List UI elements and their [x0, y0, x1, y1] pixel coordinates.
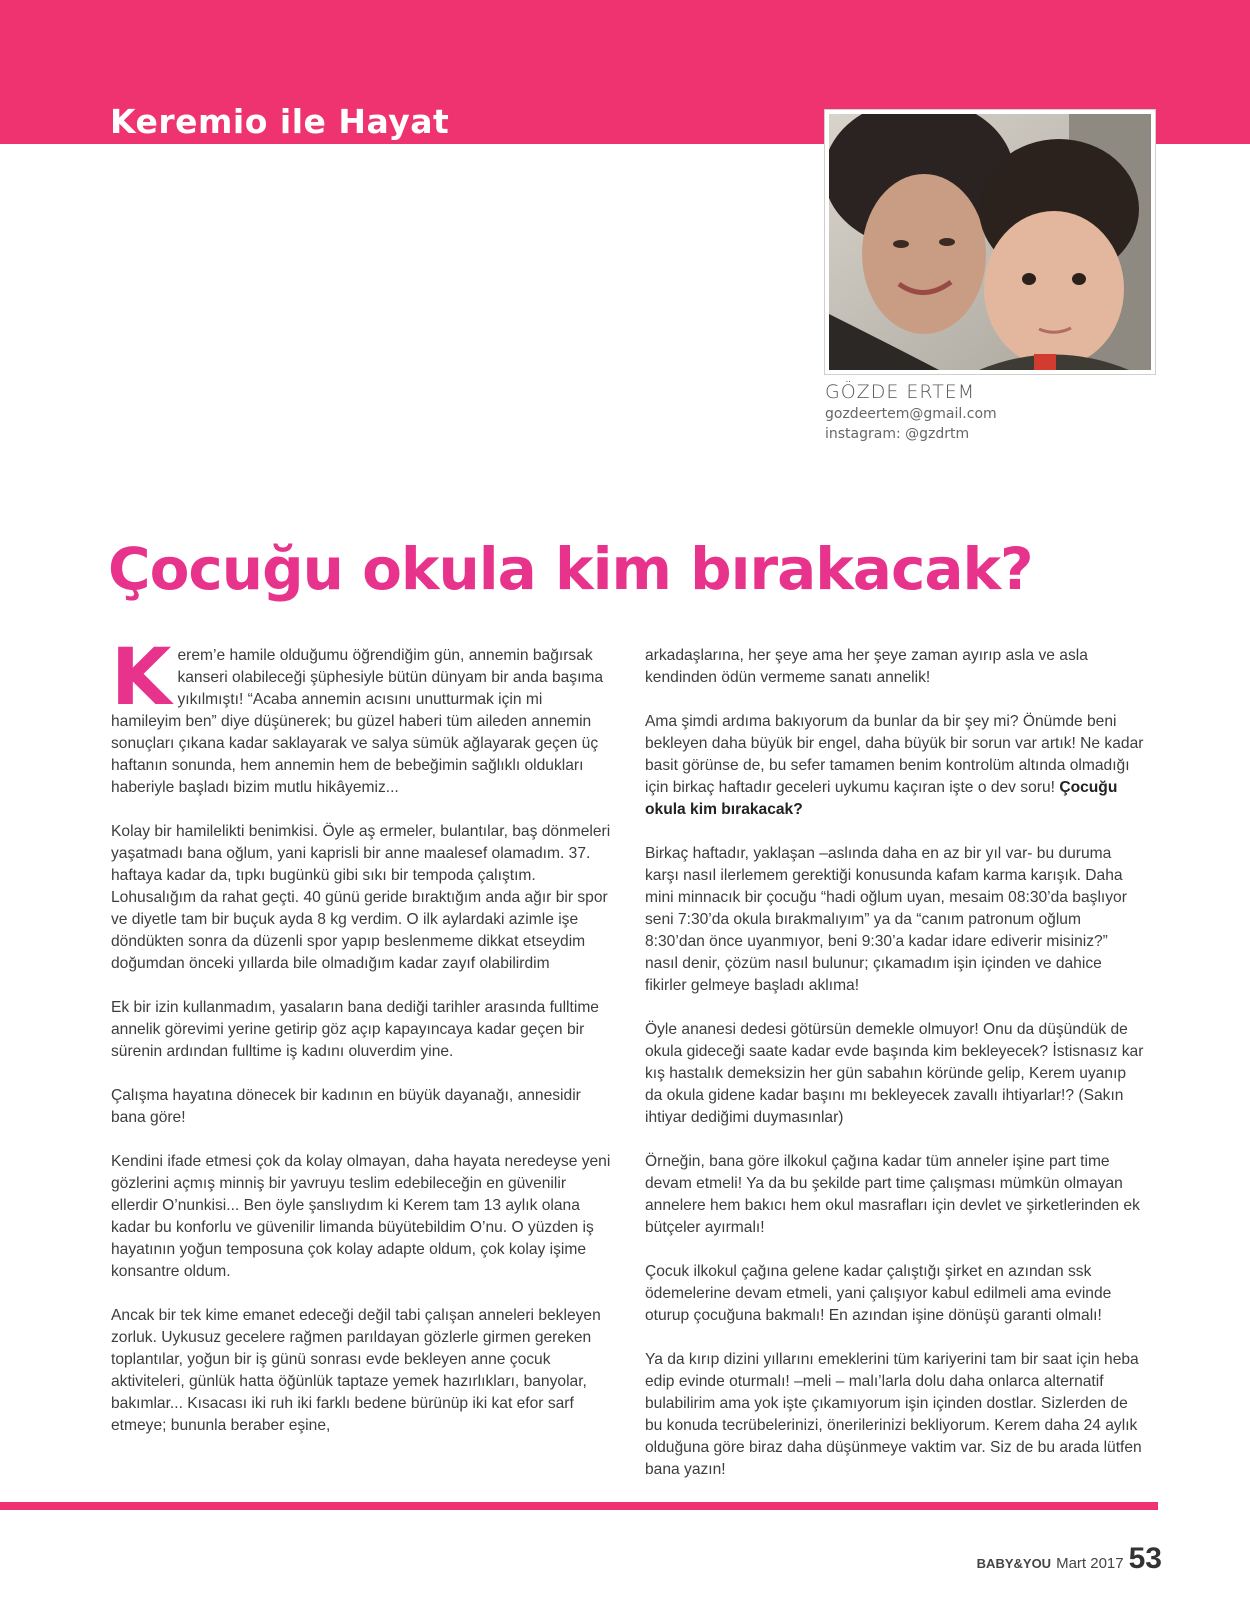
paragraph-intro — [111, 633, 611, 799]
author-photo-image — [829, 114, 1151, 370]
page-footer — [977, 1542, 1162, 1576]
paragraph: Öyle ananesi dedesi götürsün demekle olmuyor! Onu da düşündük de okula gideceği saate kadar evde başında kim bekleyecek? İstisnasız kar kış hastalık demeksizin her gün sabahın köründe gelip, Kerem uyanıp da okula gidene kadar başını mı bekleyecek zavallı ihtiyarlar!? (Sakın ihtiyar dediğimi duymasınlar) — [645, 1021, 1144, 1126]
article-right-column — [645, 645, 1145, 1481]
author-email: gozdeertem@gmail.com — [825, 406, 997, 422]
paragraph: Ya da kırıp dizini yıllarını emeklerini tüm kariyerini tam bir saat için heba edip evinde oturmalı! –meli – malı’larla dolu daha onlarca alternatif bulabilirim ama yok işte çıkamıyorum işin içinden dostlar. Sizlerden de bu konuda tecrübelerinizi, önerilerinizi bekliyorum. Kerem daha 24 aylık olduğuna göre biraz daha düşünmeye vaktim var. Siz de bu arada lütfen bana yazın! — [645, 1351, 1142, 1478]
paragraph: Ek bir izin kullanmadım, yasaların bana dediği tarihler arasında fulltime annelik görevimi yerine getirip göz açıp kapayıncaya kadar geçen bir sürenin ardından fulltime iş kadını oluverdim yine. — [111, 999, 599, 1060]
author-instagram: instagram: @gzdrtm — [825, 426, 970, 442]
drop-cap: K — [111, 633, 172, 723]
author-name: GÖZDE ERTEM — [825, 381, 976, 403]
issue-date: Mart 2017 — [1056, 1555, 1124, 1572]
paragraph: arkadaşlarına, her şeye ama her şeye zaman ayırıp asla ve asla kendinden ödün vermeme sanatı annelik! — [645, 647, 1088, 686]
paragraph: Birkaç haftadır, yaklaşan –aslında daha en az bir yıl var- bu duruma karşı nasıl ilerlemem gerektiği konusunda kafam karma karışık. Daha mini minnacık bir çocuğu “hadi oğlum uyan, mesaim 08:30’da başlıyor seni 7:30’da okula bırakmalıyım” ya da “canım patronum oğlum 8:30’dan önce uyanmıyor, beni 9:30’a kadar idare ediverir misiniz?” nasıl denir, çözüm nasıl bulunur; çıkamadım işin içinden ve dahice fikirler gelmeye başladı aklıma! — [645, 845, 1127, 994]
paragraph-text: erem’e hamile olduğumu öğrendiğim gün, annemin bağırsak kanseri olabileceği şüphesiyle bütün dünyam bir anda başıma yıkılmıştı! “Acaba annemin acısını unutturmak için mi hamileyim ben” diye düşünerek; bu güzel haberi tüm aileden annemin sonuçları çıkana kadar saklayarak ve salya sümük ağlayarak geçen üç haftanın sonunda, hem annemin hem de bebeğimin sağlıklı oldukları haberiyle başladı bizim mutlu hikâyemiz... — [111, 647, 604, 796]
magazine-brand: BABY&YOU — [976, 1556, 1052, 1571]
page-number: 53 — [1128, 1542, 1162, 1575]
paragraph: Kolay bir hamilelikti benimkisi. Öyle aş ermeler, bulantılar, baş dönmeleri yaşatmadı bana oğlum, yani kaprisli bir anne maalesef olamadım. 37. haftaya kadar da, tıpkı bugünkü gibi sıkı bir tempoda çalıştım. Lohusalığım da rahat geçti. 40 günü geride bıraktığım anda ağır bir spor ve diyetle tam bir buçuk ayda 8 kg verdim. O ilk aylardaki azimle işe döndükten sonra da düzenli spor yapıp beslenmeme dikkat etseydim doğumdan önceki yıllarda bile olmadığım kadar zayıf olabilirdim — [111, 823, 611, 972]
article-headline: Çocuğu okula kim bırakacak? — [108, 535, 1033, 603]
paragraph: Kendini ifade etmesi çok da kolay olmayan, daha hayata neredeyse yeni gözlerini açmış minniş bir yavruyu teslim edebileceğin en güvenilir ellerdir O’nunkisi... Ben öyle şanslıydım ki Kerem tam 13 aylık olana kadar bu konforlu ve güvenilir limanda büyütebildim O’nu. O yüzden iş hayatının yoğun temposuna çok kolay adapte oldum, çok kolay işime konsantre oldum. — [111, 1153, 611, 1280]
paragraph: Çocuk ilkokul çağına gelene kadar çalıştığı şirket en azından ssk ödemelerine devam etmeli, yani çalışıyor kabul edilmeli ama evinde oturup çocuğuna bakmalı! En azından işine dönüşü garanti olmalı! — [645, 1263, 1112, 1324]
article-left-column — [111, 633, 611, 1437]
bold-question: Çocuğu okula kim bırakacak? — [645, 779, 1118, 818]
author-photo — [825, 110, 1155, 374]
paragraph: Örneğin, bana göre ilkokul çağına kadar tüm anneler işine part time devam etmeli! Ya da bu şekilde part time çalışması mümkün olmayan annelere hem bakıcı hem okul masrafları için devlet ve şirketlerinden ek bütçeler ayırmalı! — [645, 1153, 1140, 1236]
paragraph-text: Ama şimdi ardıma bakıyorum da bunlar da bir şey mi? Önümde beni bekleyen daha büyük bir engel, daha büyük bir sorun var artık! Ne kadar basit görünse de, bu sefer tamamen benim kontrolüm altında olmadığı için birkaç haftadır geceleri uykumu kaçıran işte o dev soru! — [645, 713, 1144, 796]
paragraph: Ancak bir tek kime emanet edeceği değil tabi çalışan anneleri bekleyen zorluk. Uykusuz gecelere rağmen parıldayan gözlerle girmen gereken toplantılar, yoğun bir iş günü sonrası evde bekleyen anne çocuk aktiviteleri, günlük hatta öğünlük taptaze yemek hazırlıkları, banyolar, bakımlar... Kısacası iki ruh iki farklı bedene bürünüp iki kat efor sarf etmeye; bununla beraber eşine, — [111, 1307, 601, 1434]
bottom-rule — [0, 1502, 1158, 1510]
paragraph: Çalışma hayatına dönecek bir kadının en büyük dayanağı, annesidir bana göre! — [111, 1087, 581, 1126]
section-title: Keremio ile Hayat — [110, 102, 450, 141]
paragraph-with-question — [645, 711, 1145, 821]
